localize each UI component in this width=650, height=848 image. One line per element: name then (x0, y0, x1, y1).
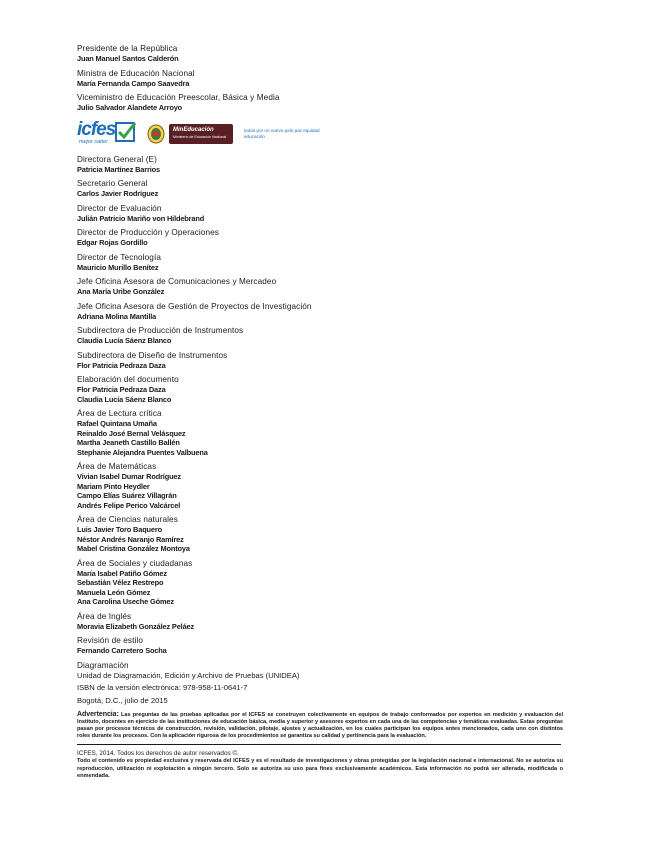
credit-group (77, 612, 567, 632)
diagramacion-block (77, 661, 567, 706)
credit-name: Manuela León Gómez (77, 587, 151, 597)
credit-title: Área de Ciencias naturales (77, 515, 178, 524)
credit-group (77, 462, 567, 510)
copyright-legal: Todo el contenido es propiedad exclusiva y reservada del ICFES y es el resultado de investigaciones y obras protegidas por la legislación nacional e internacional. No se autoriza su reproducción, utilización ni explotación a ningún tercero. Solo se autoriza su uso para fines exclusivamente académicos. Esta información no podrá ser alterada, modificada o enmendada. (77, 758, 563, 779)
advertencia-text: Las preguntas de las pruebas aplicadas por el ICFES se construyen colectivamente en equipos de trabajo conformados por expertos en medición y evaluación del Instituto, docentes en ejercicio de las instituciones de educación básica, media y superior y asesores expertos en cada una de las competencias y temáticas evaluadas. Estas preguntas pasan por procesos técnicos de construcción, revisión, validación, pilotaje, ajustes y actualización, en los cuales participan los equipos antes mencionados, cada uno con distintos roles durante los procesos. Con la aplicación rigurosa de los procedimientos se garantiza su calidad y pertinencia para la evaluación. (77, 711, 563, 740)
credit-name: Martha Jeaneth Castillo Ballén (77, 438, 180, 447)
credit-name: Edgar Rojas Gordillo (77, 238, 148, 247)
credit-group (77, 44, 567, 64)
copyright-line: ICFES, 2014. Todos los derechos de autor reservados ©. (77, 750, 239, 758)
credit-name: Mabel Cristina González Montoya (77, 544, 190, 553)
icfes-logo-word: icfes (77, 118, 116, 140)
credit-name: Andrés Felipe Perico Valcárcel (77, 500, 181, 510)
credit-title: Elaboración del documento (77, 375, 179, 384)
credit-name: Mauricio Murillo Benítez (77, 262, 159, 272)
credit-group (77, 326, 567, 346)
credit-name: Stephanie Alejandra Puentes Valbuena (77, 447, 208, 457)
credit-group (77, 93, 567, 113)
credit-title: Presidente de la República (77, 44, 178, 53)
slogan-text: todos por un nuevo país paz equidad educación (244, 128, 320, 139)
credit-title: Subdirectora de Diseño de Instrumentos (77, 350, 228, 360)
diagramacion-title: Diagramación (77, 660, 129, 670)
credit-title: Ministra de Educación Nacional (77, 68, 195, 78)
credit-group (77, 559, 567, 607)
credit-title: Revisión de estilo (77, 636, 143, 645)
credit-name: Mariam Pinto Heydler (77, 481, 150, 491)
credit-name: Adriana Molina Mantilla (77, 311, 157, 321)
credit-name: Julio Salvador Alandete Arroyo (77, 103, 183, 112)
credit-name: Ana Carolina Useche Gómez (77, 597, 174, 606)
credit-group (77, 515, 567, 554)
mineducacion-sub: Ministerio de Educación Nacional (173, 134, 227, 139)
credit-group (77, 69, 567, 89)
credit-group (77, 375, 567, 404)
credit-group (77, 409, 567, 457)
credit-group (77, 253, 567, 273)
credit-name: Claudia Lucía Sáenz Blanco (77, 394, 172, 404)
credit-group (77, 277, 567, 297)
mineducacion-logo (169, 124, 233, 144)
credit-group (77, 228, 567, 248)
place-date: Bogotá, D.C., julio de 2015 (77, 695, 168, 705)
icfes-logo (77, 118, 135, 147)
credit-group (77, 204, 567, 224)
credit-title: Viceministro de Educación Preescolar, Básica y Media (77, 93, 280, 102)
credit-name: Patricia Martínez Barrios (77, 164, 160, 174)
credits-page (77, 44, 567, 780)
credit-group (77, 179, 567, 199)
credit-group (77, 302, 567, 322)
icfes-logo-tagline: mejor saber (79, 138, 109, 145)
check-icon (115, 122, 137, 142)
credit-title: Director de Tecnología (77, 252, 161, 262)
credit-name: Campo Elías Suárez Villagrán (77, 491, 177, 500)
credit-name: Fernando Carretero Socha (77, 646, 167, 655)
credit-name: Carlos Javier Rodríguez (77, 189, 159, 198)
credit-title: Subdirectora de Producción de Instrumentos (77, 326, 244, 335)
credit-name: Néstor Andrés Naranjo Ramírez (77, 534, 184, 544)
credit-group (77, 351, 567, 371)
top-credits (77, 44, 567, 113)
advertencia (77, 711, 563, 741)
credit-name: Julián Patricio Mariño von Hildebrand (77, 213, 205, 223)
credit-title: Director de Producción y Operaciones (77, 228, 219, 237)
colombia-seal-icon (147, 124, 165, 144)
credit-title: Área de Sociales y ciudadanas (77, 558, 193, 568)
credit-name: Juan Manuel Santos Calderón (77, 54, 179, 63)
credits-groups (77, 155, 567, 656)
credit-name: Ana María Uribe González (77, 287, 165, 296)
credit-title: Directora General (E) (77, 154, 157, 164)
credit-name: Luis Javier Toro Baquero (77, 525, 162, 534)
credit-title: Jefe Oficina Asesora de Gestión de Proyectos de Investigación (77, 301, 312, 311)
credit-title: Director de Evaluación (77, 203, 162, 213)
mineducacion-name: MinEducación (173, 126, 214, 133)
credit-title: Área de Lectura crítica (77, 409, 162, 418)
advertencia-heading: Advertencia: (77, 710, 119, 718)
credit-title: Área de Inglés (77, 611, 132, 621)
credit-name: María Isabel Patiño Gómez (77, 568, 167, 578)
isbn-line: ISBN de la versión electrónica: 978-958-11-0641-7 (77, 682, 248, 692)
diagramacion-unit: Unidad de Diagramación, Edición y Archivo de Pruebas (UNIDEA) (77, 670, 300, 680)
credit-title: Secretario General (77, 179, 148, 188)
credit-name: Reinaldo José Bernal Velásquez (77, 428, 186, 438)
credit-title: Jefe Oficina Asesora de Comunicaciones y Mercadeo (77, 277, 277, 286)
credit-name: Claudia Lucía Sáenz Blanco (77, 336, 172, 345)
credit-name: Flor Patricia Pedraza Daza (77, 385, 166, 394)
credit-group (77, 155, 567, 175)
credit-name: María Fernanda Campo Saavedra (77, 78, 190, 88)
credit-name: Moravia Elizabeth González Peláez (77, 621, 195, 631)
divider (77, 744, 561, 745)
credit-name: Sebastián Vélez Restrepo (77, 578, 164, 587)
credit-group (77, 636, 567, 656)
logos-row (77, 119, 567, 149)
credit-name: Flor Patricia Pedraza Daza (77, 360, 166, 370)
credit-title: Área de Matemáticas (77, 462, 157, 471)
credit-name: Vivian Isabel Dumar Rodríguez (77, 472, 181, 481)
credit-name: Rafael Quintana Umaña (77, 419, 157, 428)
